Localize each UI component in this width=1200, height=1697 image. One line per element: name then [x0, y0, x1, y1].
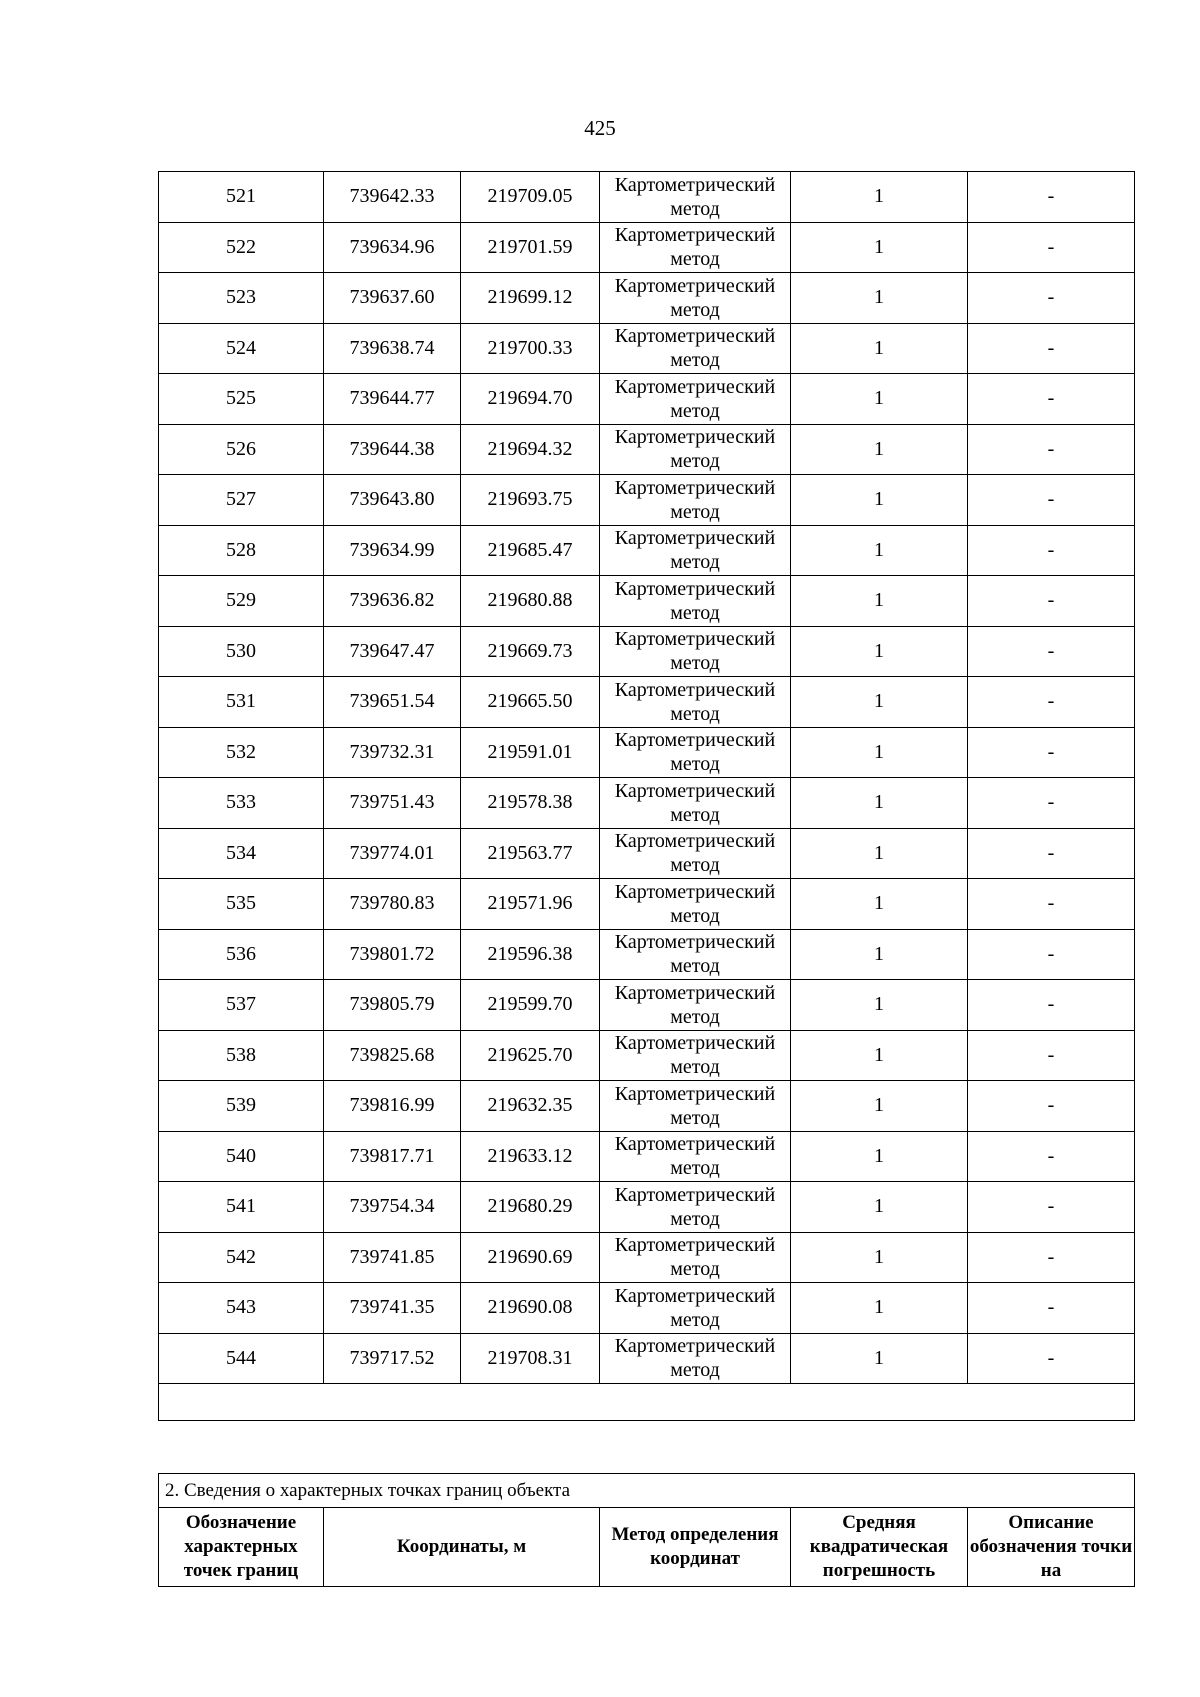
empty-cell — [159, 1384, 1135, 1421]
header-mean-error: Средняя квадратическая погрешность — [791, 1508, 968, 1587]
x-coordinate-cell: 739801.72 — [324, 929, 461, 980]
mean-error-cell: 1 — [791, 879, 968, 930]
table-row — [159, 525, 1135, 576]
table-row — [159, 929, 1135, 980]
mean-error-cell: 1 — [791, 172, 968, 223]
header-point: Обозначение характерных точек границ — [159, 1508, 324, 1587]
y-coordinate-cell: 219680.29 — [461, 1182, 600, 1233]
mean-error-cell: 1 — [791, 929, 968, 980]
mean-error-cell: 1 — [791, 677, 968, 728]
mean-error-cell: 1 — [791, 1283, 968, 1334]
y-coordinate-cell: 219709.05 — [461, 172, 600, 223]
x-coordinate-cell: 739751.43 — [324, 778, 461, 829]
description-cell: - — [968, 1182, 1135, 1233]
mean-error-cell: 1 — [791, 222, 968, 273]
method-cell: Картометрический метод — [600, 677, 791, 728]
mean-error-cell: 1 — [791, 778, 968, 829]
coordinates-table — [158, 171, 1135, 1421]
table-row — [159, 475, 1135, 526]
table-row — [159, 677, 1135, 728]
table-row — [159, 626, 1135, 677]
mean-error-cell: 1 — [791, 1081, 968, 1132]
description-cell: - — [968, 525, 1135, 576]
x-coordinate-cell: 739647.47 — [324, 626, 461, 677]
description-cell: - — [968, 273, 1135, 324]
point-number-cell: 541 — [159, 1182, 324, 1233]
mean-error-cell: 1 — [791, 1333, 968, 1384]
point-number-cell: 534 — [159, 828, 324, 879]
method-cell: Картометрический метод — [600, 1030, 791, 1081]
method-cell: Картометрический метод — [600, 1333, 791, 1384]
x-coordinate-cell: 739634.99 — [324, 525, 461, 576]
table-empty-row — [159, 1384, 1135, 1421]
x-coordinate-cell: 739642.33 — [324, 172, 461, 223]
table-row — [159, 879, 1135, 930]
y-coordinate-cell: 219625.70 — [461, 1030, 600, 1081]
mean-error-cell: 1 — [791, 727, 968, 778]
table-row — [159, 222, 1135, 273]
table-row — [159, 1333, 1135, 1384]
y-coordinate-cell: 219693.75 — [461, 475, 600, 526]
x-coordinate-cell: 739717.52 — [324, 1333, 461, 1384]
point-number-cell: 528 — [159, 525, 324, 576]
description-cell: - — [968, 1030, 1135, 1081]
mean-error-cell: 1 — [791, 576, 968, 627]
y-coordinate-cell: 219596.38 — [461, 929, 600, 980]
y-coordinate-cell: 219700.33 — [461, 323, 600, 374]
description-cell: - — [968, 778, 1135, 829]
description-cell: - — [968, 677, 1135, 728]
method-cell: Картометрический метод — [600, 323, 791, 374]
x-coordinate-cell: 739816.99 — [324, 1081, 461, 1132]
description-cell: - — [968, 1232, 1135, 1283]
x-coordinate-cell: 739825.68 — [324, 1030, 461, 1081]
table-row — [159, 424, 1135, 475]
y-coordinate-cell: 219578.38 — [461, 778, 600, 829]
x-coordinate-cell: 739732.31 — [324, 727, 461, 778]
table-row — [159, 273, 1135, 324]
method-cell: Картометрический метод — [600, 424, 791, 475]
y-coordinate-cell: 219694.32 — [461, 424, 600, 475]
method-cell: Картометрический метод — [600, 273, 791, 324]
description-cell: - — [968, 1333, 1135, 1384]
point-number-cell: 537 — [159, 980, 324, 1031]
header-description: Описание обозначения точки на — [968, 1508, 1135, 1587]
section2-header-row — [159, 1508, 1135, 1587]
y-coordinate-cell: 219708.31 — [461, 1333, 600, 1384]
point-number-cell: 544 — [159, 1333, 324, 1384]
description-cell: - — [968, 576, 1135, 627]
method-cell: Картометрический метод — [600, 1232, 791, 1283]
mean-error-cell: 1 — [791, 1131, 968, 1182]
x-coordinate-cell: 739638.74 — [324, 323, 461, 374]
mean-error-cell: 1 — [791, 980, 968, 1031]
table-row — [159, 980, 1135, 1031]
x-coordinate-cell: 739741.35 — [324, 1283, 461, 1334]
description-cell: - — [968, 475, 1135, 526]
mean-error-cell: 1 — [791, 273, 968, 324]
mean-error-cell: 1 — [791, 1182, 968, 1233]
description-cell: - — [968, 879, 1135, 930]
x-coordinate-cell: 739634.96 — [324, 222, 461, 273]
method-cell: Картометрический метод — [600, 475, 791, 526]
point-number-cell: 543 — [159, 1283, 324, 1334]
point-number-cell: 530 — [159, 626, 324, 677]
y-coordinate-cell: 219699.12 — [461, 273, 600, 324]
description-cell: - — [968, 374, 1135, 425]
mean-error-cell: 1 — [791, 1232, 968, 1283]
description-cell: - — [968, 1283, 1135, 1334]
x-coordinate-cell: 739643.80 — [324, 475, 461, 526]
mean-error-cell: 1 — [791, 1030, 968, 1081]
point-number-cell: 533 — [159, 778, 324, 829]
description-cell: - — [968, 727, 1135, 778]
y-coordinate-cell: 219680.88 — [461, 576, 600, 627]
table-row — [159, 374, 1135, 425]
point-number-cell: 529 — [159, 576, 324, 627]
point-number-cell: 525 — [159, 374, 324, 425]
table-row — [159, 1232, 1135, 1283]
mean-error-cell: 1 — [791, 424, 968, 475]
table-row — [159, 172, 1135, 223]
x-coordinate-cell: 739817.71 — [324, 1131, 461, 1182]
mean-error-cell: 1 — [791, 475, 968, 526]
x-coordinate-cell: 739741.85 — [324, 1232, 461, 1283]
description-cell: - — [968, 1081, 1135, 1132]
mean-error-cell: 1 — [791, 626, 968, 677]
method-cell: Картометрический метод — [600, 828, 791, 879]
point-number-cell: 538 — [159, 1030, 324, 1081]
x-coordinate-cell: 739644.77 — [324, 374, 461, 425]
y-coordinate-cell: 219669.73 — [461, 626, 600, 677]
point-number-cell: 531 — [159, 677, 324, 728]
table-row — [159, 323, 1135, 374]
y-coordinate-cell: 219633.12 — [461, 1131, 600, 1182]
y-coordinate-cell: 219690.08 — [461, 1283, 600, 1334]
x-coordinate-cell: 739636.82 — [324, 576, 461, 627]
point-number-cell: 536 — [159, 929, 324, 980]
description-cell: - — [968, 424, 1135, 475]
y-coordinate-cell: 219591.01 — [461, 727, 600, 778]
y-coordinate-cell: 219694.70 — [461, 374, 600, 425]
method-cell: Картометрический метод — [600, 172, 791, 223]
method-cell: Картометрический метод — [600, 1283, 791, 1334]
section2-title-row — [159, 1474, 1135, 1508]
point-number-cell: 540 — [159, 1131, 324, 1182]
point-number-cell: 532 — [159, 727, 324, 778]
method-cell: Картометрический метод — [600, 626, 791, 677]
table-row — [159, 1182, 1135, 1233]
y-coordinate-cell: 219665.50 — [461, 677, 600, 728]
section2-title: 2. Сведения о характерных точках границ объекта — [159, 1474, 1135, 1508]
description-cell: - — [968, 222, 1135, 273]
point-number-cell: 535 — [159, 879, 324, 930]
point-number-cell: 523 — [159, 273, 324, 324]
method-cell: Картометрический метод — [600, 374, 791, 425]
point-number-cell: 526 — [159, 424, 324, 475]
method-cell: Картометрический метод — [600, 727, 791, 778]
table-row — [159, 576, 1135, 627]
x-coordinate-cell: 739644.38 — [324, 424, 461, 475]
mean-error-cell: 1 — [791, 323, 968, 374]
y-coordinate-cell: 219599.70 — [461, 980, 600, 1031]
method-cell: Картометрический метод — [600, 1131, 791, 1182]
page-number: 425 — [584, 116, 616, 140]
mean-error-cell: 1 — [791, 374, 968, 425]
y-coordinate-cell: 219685.47 — [461, 525, 600, 576]
description-cell: - — [968, 172, 1135, 223]
point-number-cell: 524 — [159, 323, 324, 374]
section2-table — [158, 1473, 1135, 1587]
method-cell: Картометрический метод — [600, 222, 791, 273]
method-cell: Картометрический метод — [600, 576, 791, 627]
x-coordinate-cell: 739754.34 — [324, 1182, 461, 1233]
method-cell: Картометрический метод — [600, 980, 791, 1031]
table-row — [159, 727, 1135, 778]
y-coordinate-cell: 219563.77 — [461, 828, 600, 879]
method-cell: Картометрический метод — [600, 525, 791, 576]
method-cell: Картометрический метод — [600, 1081, 791, 1132]
table-row — [159, 1131, 1135, 1182]
table-row — [159, 1081, 1135, 1132]
point-number-cell: 542 — [159, 1232, 324, 1283]
method-cell: Картометрический метод — [600, 879, 791, 930]
point-number-cell: 539 — [159, 1081, 324, 1132]
header-method: Метод определения координат — [600, 1508, 791, 1587]
description-cell: - — [968, 980, 1135, 1031]
table-row — [159, 1030, 1135, 1081]
y-coordinate-cell: 219571.96 — [461, 879, 600, 930]
y-coordinate-cell: 219632.35 — [461, 1081, 600, 1132]
y-coordinate-cell: 219701.59 — [461, 222, 600, 273]
mean-error-cell: 1 — [791, 828, 968, 879]
x-coordinate-cell: 739651.54 — [324, 677, 461, 728]
point-number-cell: 522 — [159, 222, 324, 273]
description-cell: - — [968, 626, 1135, 677]
mean-error-cell: 1 — [791, 525, 968, 576]
table-row — [159, 778, 1135, 829]
x-coordinate-cell: 739780.83 — [324, 879, 461, 930]
point-number-cell: 527 — [159, 475, 324, 526]
table-row — [159, 828, 1135, 879]
method-cell: Картометрический метод — [600, 778, 791, 829]
method-cell: Картометрический метод — [600, 1182, 791, 1233]
point-number-cell: 521 — [159, 172, 324, 223]
x-coordinate-cell: 739805.79 — [324, 980, 461, 1031]
description-cell: - — [968, 828, 1135, 879]
table-row — [159, 1283, 1135, 1334]
x-coordinate-cell: 739637.60 — [324, 273, 461, 324]
y-coordinate-cell: 219690.69 — [461, 1232, 600, 1283]
header-coordinates: Координаты, м — [324, 1508, 600, 1587]
x-coordinate-cell: 739774.01 — [324, 828, 461, 879]
description-cell: - — [968, 323, 1135, 374]
method-cell: Картометрический метод — [600, 929, 791, 980]
description-cell: - — [968, 1131, 1135, 1182]
description-cell: - — [968, 929, 1135, 980]
